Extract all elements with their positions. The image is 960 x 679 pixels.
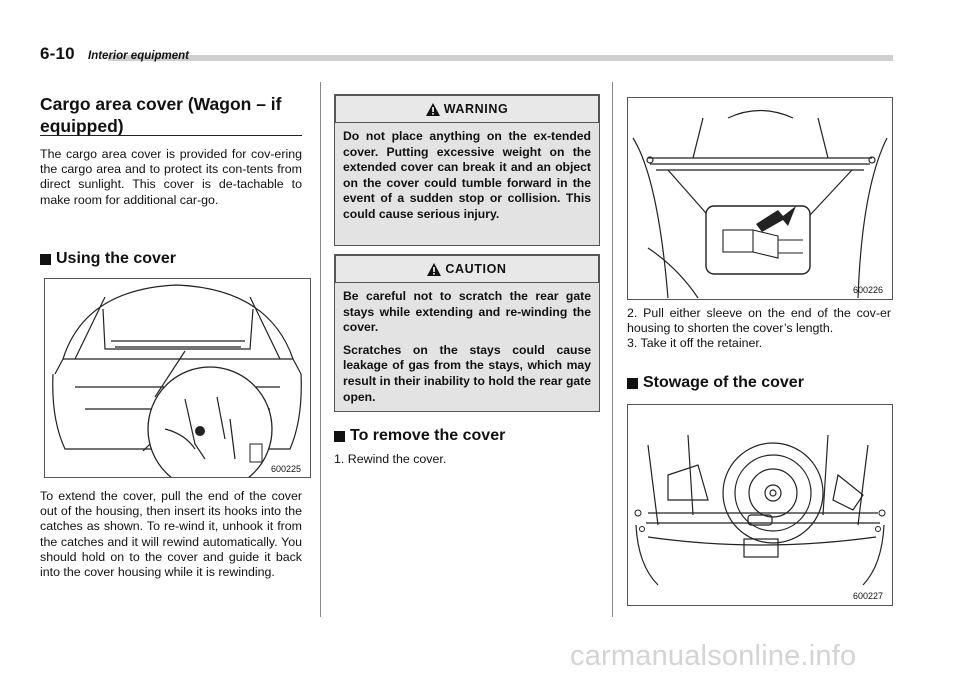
spare-tire-stowage-illustration bbox=[628, 405, 892, 605]
remove-steps bbox=[627, 306, 891, 352]
caution-box bbox=[334, 254, 600, 412]
figure-stowage bbox=[627, 404, 893, 606]
warning-title: WARNING bbox=[443, 102, 509, 116]
caution-text-2: Scratches on the stays could cause leakage of gas from the stays, which may result in their inability to hold the rear gate open. bbox=[343, 342, 591, 404]
using-heading bbox=[40, 250, 176, 268]
remove-heading-text: To remove the cover bbox=[350, 427, 506, 444]
caution-text-1: Be careful not to scratch the rear gate stays while extending and re-winding the cover. bbox=[343, 289, 591, 335]
page-number: 6-10 bbox=[40, 44, 75, 63]
using-heading-text: Using the cover bbox=[56, 250, 177, 267]
stowage-heading bbox=[627, 374, 804, 392]
title-rule bbox=[40, 135, 302, 136]
remove-step-3: 3. Take it off the retainer. bbox=[627, 336, 763, 351]
figure-id: 600225 bbox=[271, 464, 302, 474]
bullet-square-icon bbox=[627, 378, 638, 389]
watermark: carmanualsonline.info bbox=[570, 640, 857, 672]
figure-id: 600226 bbox=[853, 285, 884, 295]
caution-title: CAUTION bbox=[445, 262, 507, 276]
caution-body bbox=[335, 283, 599, 405]
figure-using-cover bbox=[44, 278, 311, 478]
page-title: Cargo area cover (Wagon – if equipped) bbox=[40, 94, 282, 136]
warning-text: Do not place anything on the ex-tended cover. Putting excessive weight on the extended cover can break it and an object on the cover could tumble forward in the event of a sudden stop or collision. This could cause serious injury. bbox=[343, 129, 591, 221]
remove-heading bbox=[334, 427, 505, 445]
warning-header bbox=[335, 95, 599, 123]
column-divider-2 bbox=[612, 82, 613, 617]
cargo-cover-illustration bbox=[45, 279, 310, 477]
header-bar bbox=[108, 55, 893, 61]
cover-housing-illustration bbox=[628, 98, 892, 299]
section-title: Interior equipment bbox=[88, 50, 189, 62]
figure-remove-cover bbox=[627, 97, 893, 300]
bullet-square-icon bbox=[334, 431, 345, 442]
remove-step-2: 2. Pull either sleeve on the end of the cov-er housing to shorten the cover’s length. bbox=[627, 306, 891, 336]
stowage-heading-text: Stowage of the cover bbox=[643, 374, 804, 391]
intro-paragraph: The cargo area cover is provided for cov-ering the cargo area and to protect its con-tents from direct sunlight. This cover is de-tachable to make room for additional car-go. bbox=[40, 147, 302, 207]
warning-box bbox=[334, 94, 600, 246]
column-divider-1 bbox=[320, 82, 321, 617]
bullet-square-icon bbox=[40, 254, 51, 265]
warning-triangle-icon bbox=[426, 103, 440, 116]
figure-id: 600227 bbox=[853, 591, 884, 601]
caution-header bbox=[335, 255, 599, 283]
remove-step-1: 1. Rewind the cover. bbox=[334, 452, 447, 466]
caution-triangle-icon bbox=[427, 263, 441, 276]
using-paragraph: To extend the cover, pull the end of the cover out of the housing, then insert its hooks into the catches as shown. To re-wind it, unhook it from the catches and it will rewind automatically. You should hold on to the cover and guide it back into the cover housing while it is rewinding. bbox=[40, 489, 302, 580]
